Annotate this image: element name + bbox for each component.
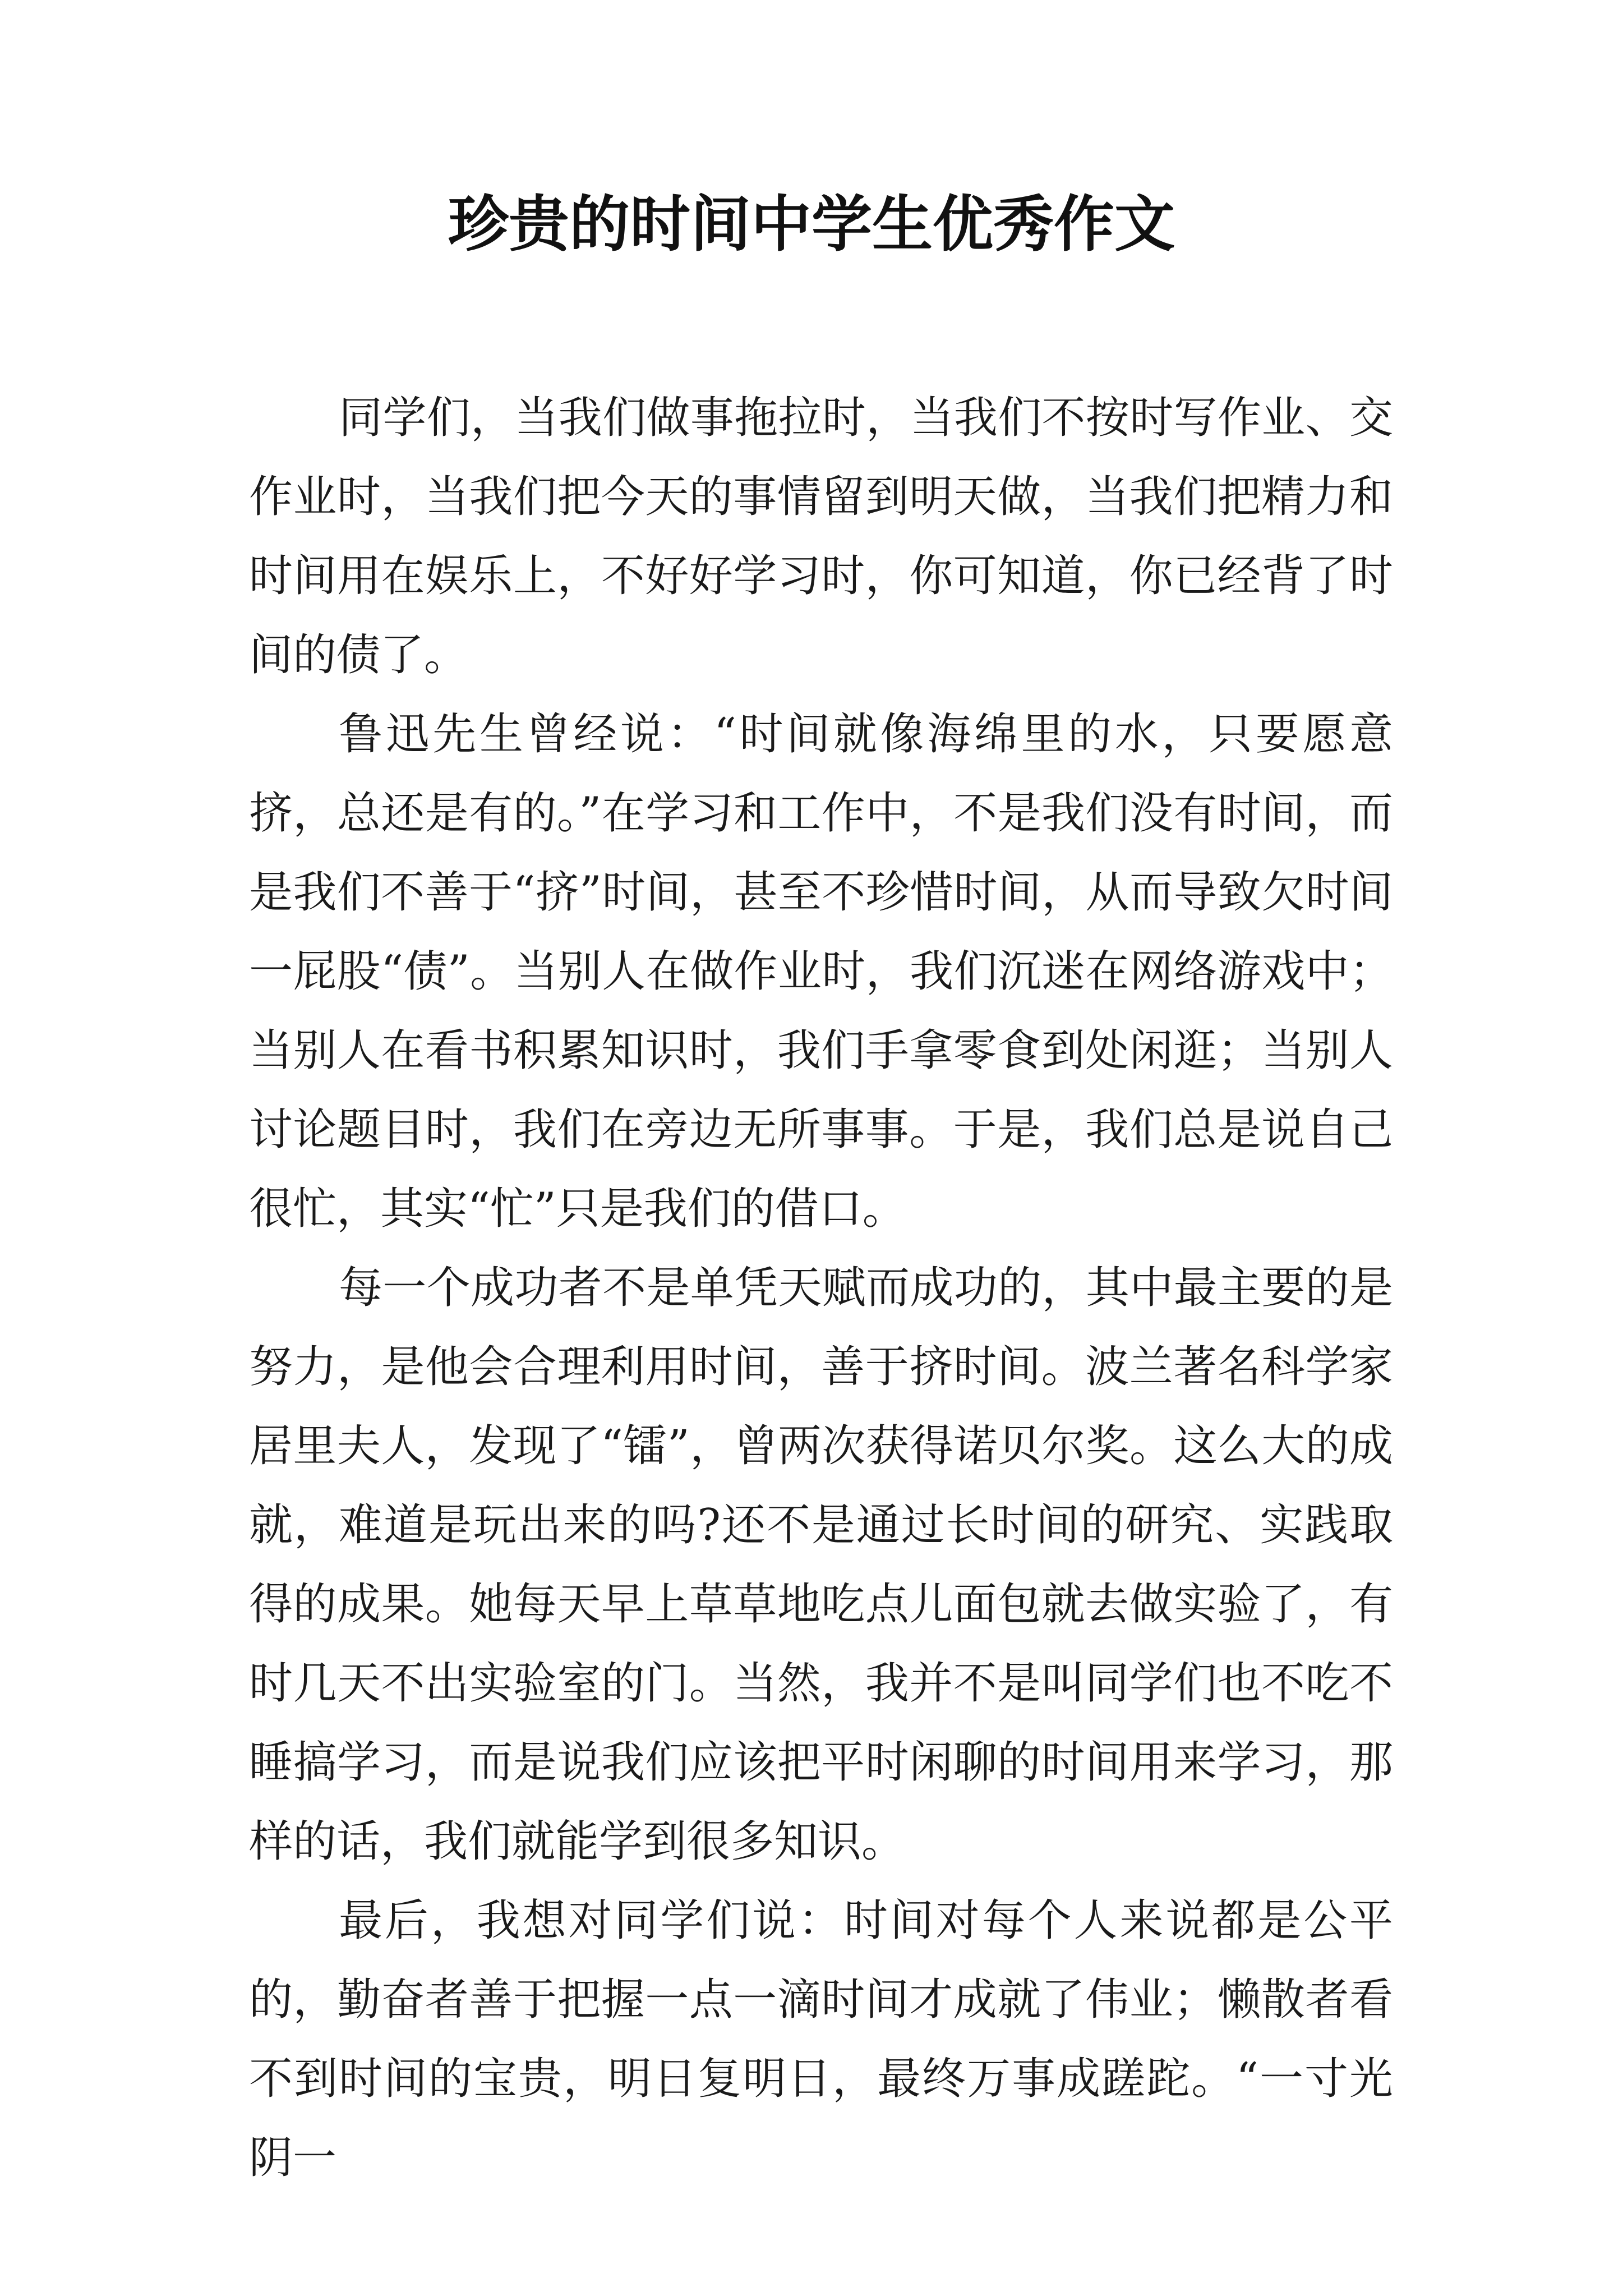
paragraph-3: 每一个成功者不是单凭天赋而成功的，其中最主要的是努力，是他会合理利用时间，善于挤时间。波兰著名科学家居里夫人，发现了“镭”，曾两次获得诺贝尔奖。这么大的成就，难道是玩出来的吗?还不是通过长时间的研究、实践取得的成果。她每天早上草草地吃点儿面包就去做实验了，有时几天不出实验室的门。当然，我并不是叫同学们也不吃不睡搞学习，而是说我们应该把平时闲聊的时间用来学习，那样的话，我们就能学到很多知识。 (249, 1263, 1393, 1867)
paragraph-2: 鲁迅先生曾经说：“时间就像海绵里的水，只要愿意挤，总还是有的。”在学习和工作中，不是我们没有时间，而是我们不善于“挤”时间，甚至不珍惜时间，从而导致欠时间一屁股“债”。当别人在做作业时，我们沉迷在网络游戏中；当别人在看书积累知识时，我们手拿零食到处闲逛；当别人讨论题目时，我们在旁边无所事事。于是，我们总是说自己很忙，其实“忙”只是我们的借口。 (249, 709, 1393, 1234)
paragraph-4: 最后，我想对同学们说：时间对每个人来说都是公平的，勤奋者善于把握一点一滴时间才成就了伟业；懒散者看不到时间的宝贵，明日复明日，最终万事成蹉跎。“一寸光阴一 (249, 1895, 1393, 2183)
document-body (249, 379, 1393, 2198)
paragraph-1: 同学们，当我们做事拖拉时，当我们不按时写作业、交作业时，当我们把今天的事情留到明天做，当我们把精力和时间用在娱乐上，不好好学习时，你可知道，你已经背了时间的债了。 (249, 393, 1393, 680)
document-title: 珍贵的时间中学生优秀作文 (448, 189, 1175, 260)
